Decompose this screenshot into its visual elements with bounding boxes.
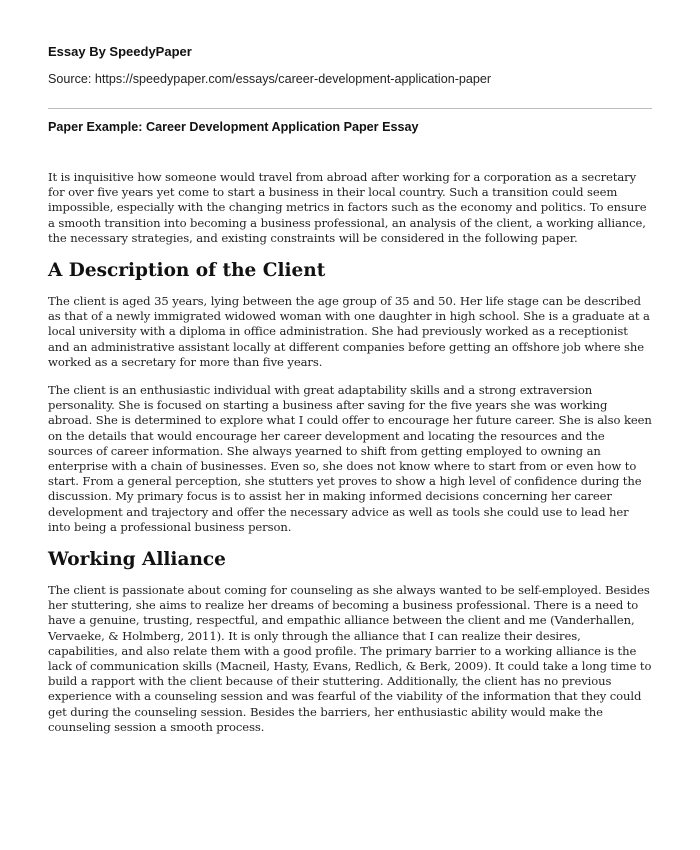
site-brand: Essay By SpeedyPaper [48,44,192,59]
section-heading-client-description: A Description of the Client [48,260,326,282]
client-description-paragraph-1: The client is aged 35 years, lying between the age group of 35 and 50. Her life stage can be described as that of a newly immigrated widowed woman with one daughter in high school. She is a graduate at a local university with a diploma in office administration. She had previously worked as a receptionist and an administrative assistant locally at different companies before getting an offshore job where she worked as a secretary for more than five years. [48,294,650,369]
working-alliance-paragraph-1: The client is passionate about coming for counseling as she always wanted to be self-employed. Besides her stuttering, she aims to realize her dreams of becoming a business professional. There is a need to have a genuine, trusting, respectful, and empathic alliance between the client and me (Vanderhallen, Vervaeke, & Holmberg, 2011). It is only through the alliance that I can realize their desires, capabilities, and also relate them with a good profile. The primary barrier to a working alliance is the lack of communication skills (Macneil, Hasty, Evans, Redlich, & Berk, 2009). It could take a long time to build a rapport with the client because of their stuttering. Additionally, the client has no previous experience with a counseling session and was fearful of the viability of the information that they could get during the counseling session. Besides the barriers, her enthusiastic ability would make the counseling session a smooth process. [48,583,652,734]
essay-title: Paper Example: Career Development Application Paper Essay [48,120,419,134]
source-url: Source: https://speedypaper.com/essays/career-development-application-paper [48,72,492,86]
client-description-paragraph-2: The client is an enthusiastic individual with great adaptability skills and a strong extraversion personality. She is focused on starting a business after saving for the five years she was working abroad. She is determined to explore what I could offer to encourage her future career. She is also keen on the details that would encourage her career development and locating the resources and the sources of career information. She always yearned to shift from getting employed to owning an enterprise with a chain of businesses. Even so, she does not know where to start from or even how to start. From a general perception, she stutters yet proves to show a high level of confidence during the discussion. My primary focus is to assist her in making informed decisions concerning her career development and trajectory and offer the necessary advice as well as tools she could use to lead her into being a professional business person. [48,383,652,534]
essay-body [48,170,652,748]
header-divider [48,108,652,109]
intro-paragraph: It is inquisitive how someone would travel from abroad after working for a corporation as a secretary for over five years yet come to start a business in their local country. Such a transition could seem impossible, especially with the changing metrics in factors such as the economy and politics. To ensure a smooth transition into becoming a business professional, an analysis of the client, a working alliance, the necessary strategies, and existing constraints will be considered in the following paper. [48,170,647,245]
section-heading-working-alliance: Working Alliance [48,549,226,571]
